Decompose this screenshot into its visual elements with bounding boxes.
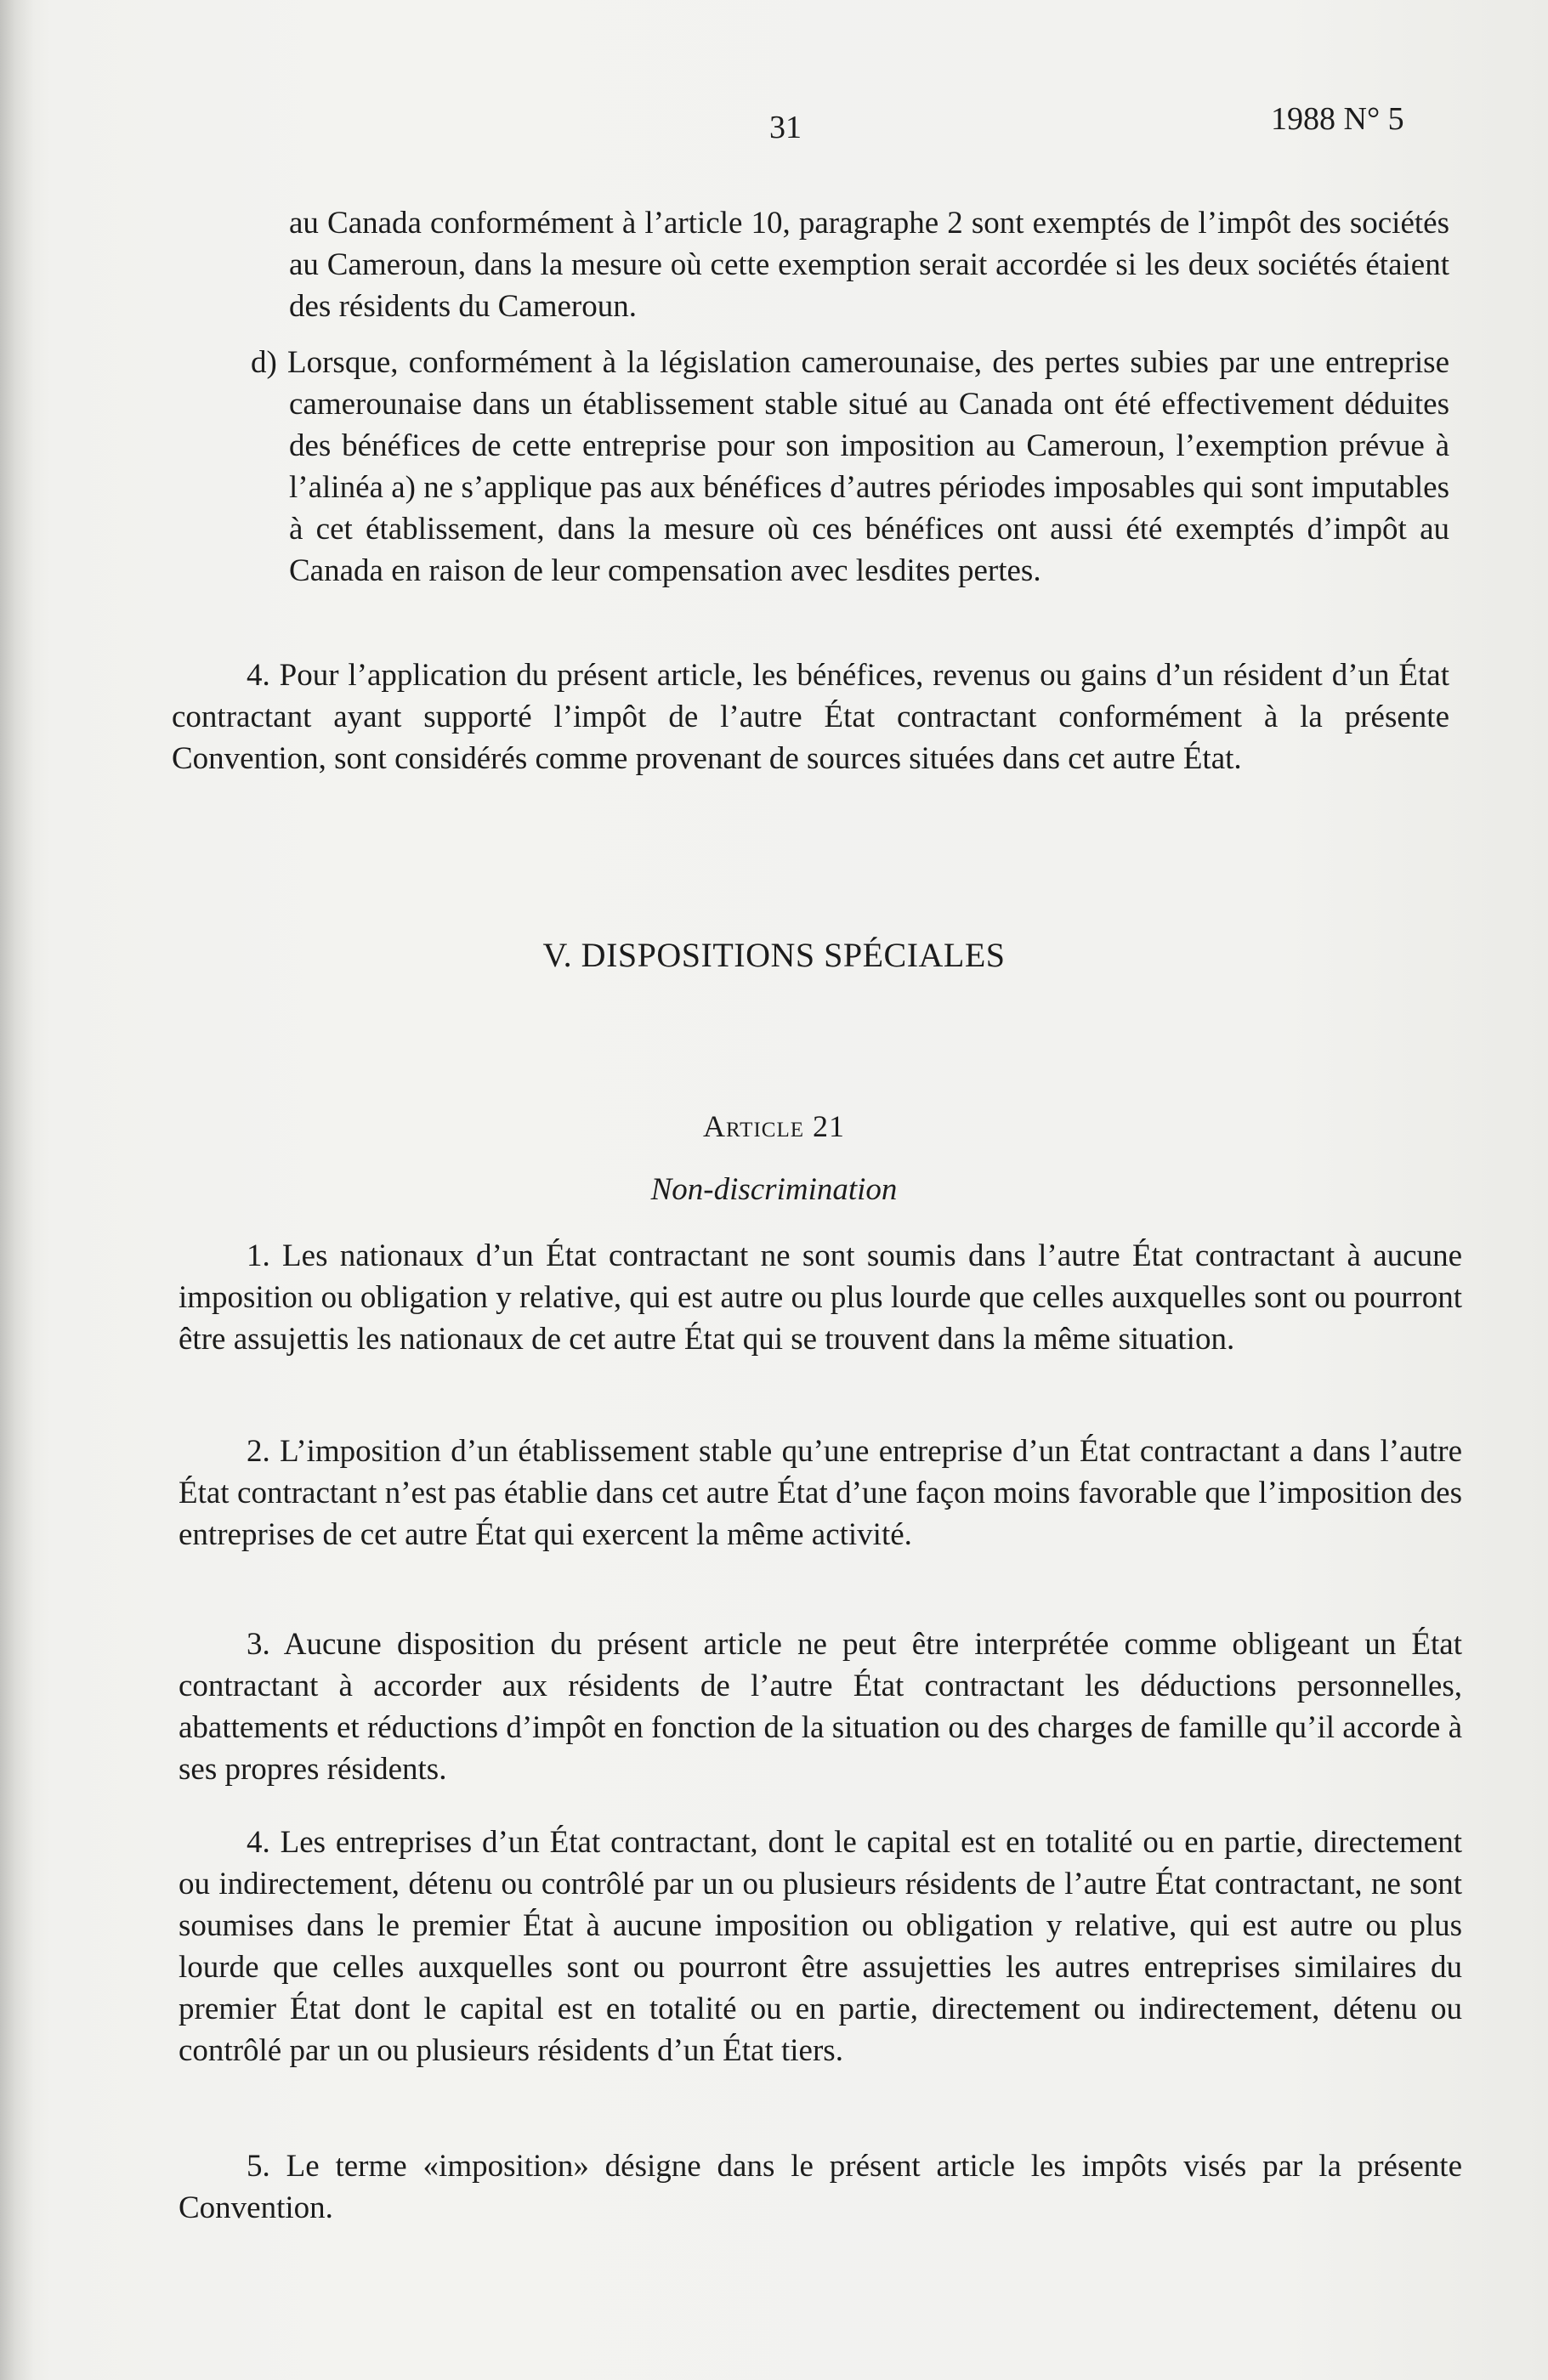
- paragraph-continuation: au Canada conformément à l’article 10, paragraphe 2 sont exemptés de l’impôt des sociétés au Cameroun, dans la mesure où cette exemption serait accordée si les deux sociétés étaient des résidents du Cameroun.: [289, 206, 1449, 324]
- page-number: 31: [769, 110, 802, 145]
- volume-number: 1988 N° 5: [1271, 101, 1404, 137]
- article-paragraph-2: 2. L’imposition d’un établissement stable qu’une entreprise d’un État contractant a dans l’autre État contractant n’est pas établie dans cet autre État d’une façon moins favorable que l’imposition des entreprises de cet autre État qui exercent la même activité.: [179, 1434, 1462, 1552]
- article-paragraph-4: 4. Les entreprises d’un État contractant, dont le capital est en totalité ou en partie, directement ou indirectement, détenu ou contrôlé par un ou plusieurs résidents de l’autre État contractant, ne sont soumises dans le premier État à aucune imposition ou obligation y relative, qui est autre ou plus lourde que celles auxquelles sont ou pourront être assujetties les autres entreprises similaires du premier État dont le capital est en totalité ou en partie, directement ou indirectement, détenu ou contrôlé par un ou plusieurs résidents d’un État tiers.: [179, 1825, 1462, 2068]
- section-title: V. DISPOSITIONS SPÉCIALES: [542, 936, 1006, 974]
- article-paragraph-1: 1. Les nationaux d’un État contractant ne sont soumis dans l’autre État contractant à aucune imposition ou obligation y relative, qui est autre ou plus lourde que celles auxquelles sont ou pourront être assujettis les nationaux de cet autre État qui se trouvent dans la même situation.: [179, 1238, 1462, 1357]
- article-paragraph-3: 3. Aucune disposition du présent article ne peut être interprétée comme obligeant un État contractant à accorder aux résidents de l’autre État contractant les déductions personnelles, abattements et réductions d’impôt en fonction de la situation ou des charges de famille qu’il accorde à ses propres résidents.: [179, 1627, 1462, 1787]
- page-header: [0, 100, 1548, 151]
- paragraph-item-4: 4. Pour l’application du présent article, les bénéfices, revenus ou gains d’un résident d’un État contractant ayant supporté l’impôt de l’autre État contractant conformément à la présente Convention, sont considérés comme provenant de sources situées dans cet autre État.: [172, 658, 1449, 776]
- article-paragraph-5: 5. Le terme «imposition» désigne dans le présent article les impôts visés par la présente Convention.: [179, 2149, 1462, 2225]
- article-subtitle: Non-discrimination: [650, 1172, 898, 1207]
- paragraph-item-d: d) Lorsque, conformément à la législation camerounaise, des pertes subies par une entreprise camerounaise dans un établissement stable situé au Canada ont été effectivement déduites des bénéfices de cette entreprise pour son imposition au Cameroun, l’exemption prévue à l’alinéa a) ne s’applique pas aux bénéfices d’autres périodes imposables qui sont imputables à cet établissement, dans la mesure où ces bénéfices ont aussi été exemptés d’impôt au Canada en raison de leur compensation avec lesdites pertes.: [251, 345, 1449, 588]
- article-heading: Article 21: [703, 1109, 845, 1143]
